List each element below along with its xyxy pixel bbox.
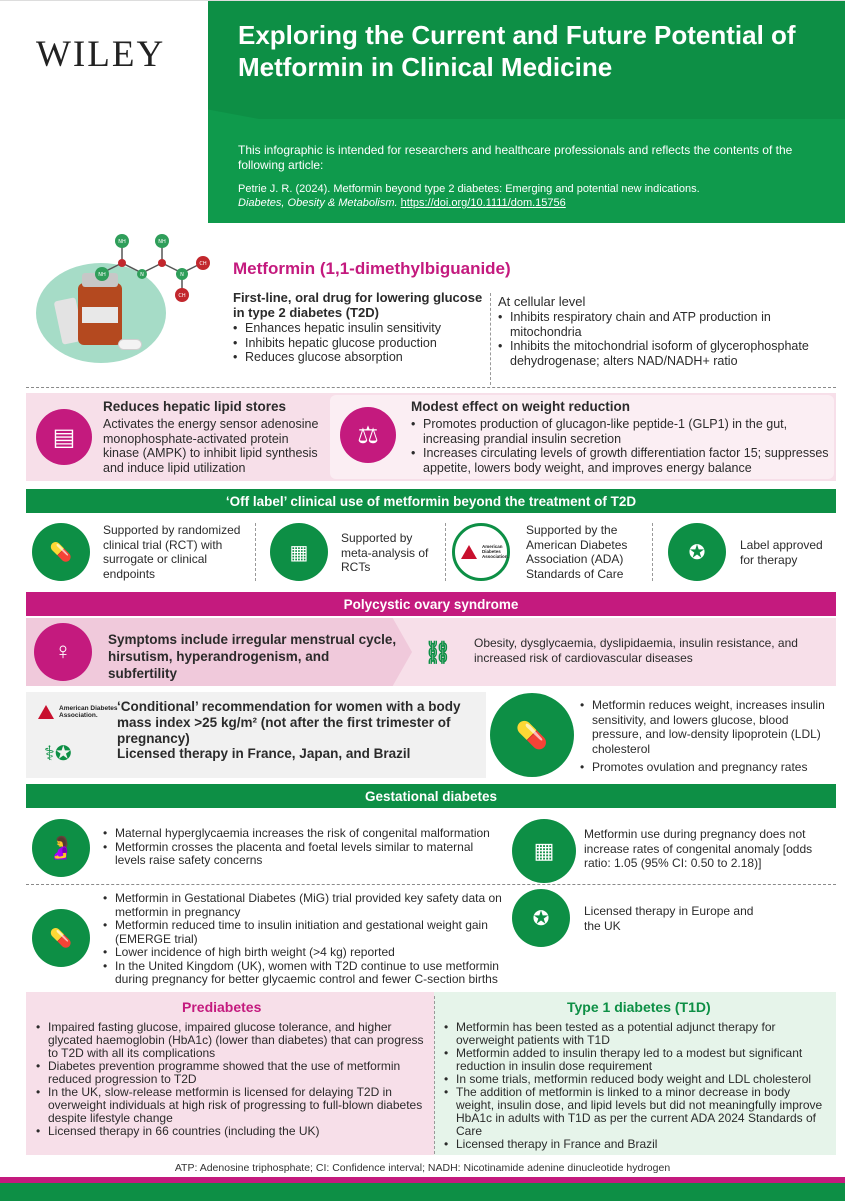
label-ch3-b: CH [178, 293, 186, 299]
badge-pills-icon: ✪ [668, 523, 726, 581]
reference-citation: Petrie J. R. (2024). Metformin beyond type 2 diabetes: Emerging and potential new indications. [238, 183, 700, 195]
support-rct: Supported by randomized clinical trial (RCT) with surrogate or clinical endpoints [103, 523, 241, 581]
pcos-bar: Polycystic ovary syndrome [26, 592, 836, 616]
weight-title: Modest effect on weight reduction [411, 399, 631, 414]
ada-logo-text: American Diabetes Association. [59, 705, 118, 719]
liver-icon: ▤ [36, 409, 92, 465]
gestational-odds: Metformin use during pregnancy does not increase rates of congenital anomaly [odds ratio: 1.05 (95% CI: 0.50 to 2.18)] [584, 827, 813, 870]
hepatic-title: Reduces hepatic lipid stores [103, 399, 287, 414]
article-reference [238, 182, 808, 210]
footer-bar [0, 1183, 845, 1201]
column-divider [490, 293, 491, 385]
ada-triangle-icon [38, 705, 54, 719]
weight-list [411, 417, 829, 475]
label-ch3: CH [199, 261, 207, 267]
gestational-trials [103, 892, 503, 987]
list-item: • The addition of metformin is linked to a minor decrease in body weight, insulin dose, and lipid levels but did not meaningfully improve HbA1c in adults with T1D as per the current ADA 2024 Standards of Care [444, 1086, 830, 1138]
molecule-structure-icon [90, 229, 220, 309]
label-n: N [140, 272, 144, 278]
list-item: • Diabetes prevention programme showed that the use of metformin reduced progression to T2D [36, 1060, 428, 1086]
support-label-approved: Label approved for therapy [740, 538, 823, 567]
ada-logo [38, 705, 119, 719]
list-item: • Metformin added to insulin therapy led to a modest but significant reduction in insulin dose requirement [444, 1047, 830, 1073]
doi-link[interactable]: https://doi.org/10.1111/dom.15756 [400, 197, 566, 209]
list-item: • Enhances hepatic insulin sensitivity [233, 321, 483, 336]
first-line-heading: First-line, oral drug for lowering glucose in type 2 diabetes (T2D) [233, 290, 483, 320]
pills-people-icon: 💊 [490, 693, 574, 777]
list-item: • Licensed therapy in 66 countries (including the UK) [36, 1125, 428, 1138]
column-divider [255, 523, 256, 581]
column-divider [445, 523, 446, 581]
label-nh: NH [118, 239, 126, 245]
list-item: • Inhibits the mitochondrial isoform of glycerophosphate dehydrogenase; alters NAD/NADH+ ratio [498, 339, 828, 368]
ada-logo-text: American Diabetes Association. [482, 544, 509, 559]
list-item: • Promotes ovulation and pregnancy rates [580, 760, 832, 775]
off-label-bar: ‘Off label’ clinical use of metformin beyond the treatment of T2D [26, 489, 836, 513]
prediabetes-list [36, 1021, 428, 1138]
bottle-label [82, 307, 118, 323]
gestational-bar: Gestational diabetes [26, 784, 836, 808]
list-item: • In the United Kingdom (UK), women with T2D continue to use metformin during pregnancy for better glycaemic control and fewer C-section births [103, 960, 503, 987]
list-item: • Metformin crosses the placenta and foetal levels similar to maternal levels raise safety concerns [103, 841, 498, 868]
metformin-title: Metformin (1,1-dimethylbiguanide) [233, 259, 511, 278]
cellular-heading: At cellular level [498, 294, 586, 309]
list-item: • Reduces glucose absorption [233, 350, 483, 365]
pill-icon [118, 339, 142, 350]
document-chart-icon: ▦ [512, 819, 576, 883]
label-n2: N [180, 272, 184, 278]
prediabetes-title: Prediabetes [182, 999, 262, 1015]
t1d-title: Type 1 diabetes (T1D) [567, 999, 711, 1015]
list-item: • Inhibits hepatic glucose production [233, 336, 483, 351]
pregnancy-icon: 🤰 [32, 819, 90, 877]
list-item: • Metformin reduced time to insulin initiation and gestational weight gain (EMERGE trial) [103, 919, 503, 946]
label-nh2: NH [98, 272, 106, 278]
atom-c2 [158, 259, 166, 267]
intro-text: This infographic is intended for researchers and healthcare professionals and reflects the contents of the following article: [238, 143, 793, 172]
list-item: • Maternal hyperglycaemia increases the risk of congenital malformation [103, 827, 498, 841]
ada-triangle-icon [461, 545, 477, 559]
column-divider [434, 996, 435, 1154]
pcos-licensed: Licensed therapy in France, Japan, and Brazil [117, 746, 411, 761]
page-title: Exploring the Current and Future Potential of Metformin in Clinical Medicine [238, 20, 796, 82]
list-item: • In some trials, metformin reduced body weight and LDL cholesterol [444, 1073, 830, 1086]
pcos-symptoms: Symptoms include irregular menstrual cycle, hirsutism, hyperandrogenism, and subfertility [108, 632, 397, 681]
first-line-column [233, 290, 483, 365]
section-divider [26, 884, 836, 885]
logo-area [0, 1, 208, 111]
pills-people-icon: 💊 [32, 523, 90, 581]
label-nh3: NH [158, 239, 166, 245]
conditional-recommendation: ‘Conditional’ recommendation for women with a body mass index >25 kg/m² (not after the first trimester of pregnancy) [117, 699, 461, 746]
list-item: • Metformin in Gestational Diabetes (MiG) trial provided key safety data on metformin in pregnancy [103, 892, 503, 919]
gestational-licensed: Licensed therapy in Europe and the UK [584, 904, 754, 933]
column-divider [652, 523, 653, 581]
ada-logo-circle [452, 523, 510, 581]
list-item: • Promotes production of glucagon-like peptide-1 (GLP1) in the gut, increasing prandial insulin secretion [411, 417, 829, 446]
cellular-level-column [498, 294, 828, 368]
list-item: • Increases circulating levels of growth differentiation factor 15; suppresses appetite, lowers body weight, and improves energy balance [411, 446, 829, 475]
badge-pills-icon: ✪ [512, 889, 570, 947]
hepatic-text: Activates the energy sensor adenosine monophosphate-activated protein kinase (AMPK) to inhibit lipid synthesis and induce lipid utilization [103, 417, 319, 475]
wiley-logo: WILEY [36, 34, 166, 75]
scale-icon: ⚖ [340, 407, 396, 463]
badge-pills-icon: ⚕✪ [44, 743, 72, 765]
t1d-list [444, 1021, 830, 1151]
support-ada: Supported by the American Diabetes Association (ADA) Standards of Care [526, 523, 628, 581]
pcos-effects [580, 698, 832, 775]
support-meta-analysis: Supported by meta-analysis of RCTs [341, 531, 429, 574]
pcos-risks: Obesity, dysglycaemia, dyslipidaemia, insulin resistance, and increased risk of cardiovascular diseases [474, 636, 798, 665]
document-chart-icon: ▦ [270, 523, 328, 581]
reference-journal: Diabetes, Obesity & Metabolism. [238, 197, 398, 209]
list-item: • Metformin reduces weight, increases insulin sensitivity, and lowers glucose, blood pressure, and low-density lipoprotein (LDL) cholesterol [580, 698, 832, 756]
uterus-icon: ♀ [34, 623, 92, 681]
list-item: • Inhibits respiratory chain and ATP production in mitochondria [498, 310, 828, 339]
list-item: • Impaired fasting glucose, impaired glucose tolerance, and higher glycated haemoglobin (HbA1c) (lower than diabetes) that can progress to T2D with all its complications [36, 1021, 428, 1060]
gestational-risks [103, 827, 498, 868]
list-item: • Lower incidence of high birth weight (>4 kg) reported [103, 946, 503, 960]
ada-logo [461, 544, 510, 559]
atom-c [118, 259, 126, 267]
list-item: • Licensed therapy in France and Brazil [444, 1138, 830, 1151]
pills-people-icon: 💊 [32, 909, 90, 967]
footnote: ATP: Adenosine triphosphate; CI: Confidence interval; NADH: Nicotinamide adenine dinucleotide hydrogen [174, 1162, 671, 1174]
section-divider [26, 387, 836, 388]
list-item: • Metformin has been tested as a potential adjunct therapy for overweight patients with T1D [444, 1021, 830, 1047]
link-icon: ⛓ [424, 640, 452, 665]
list-item: • In the UK, slow-release metformin is licensed for delaying T2D in overweight individuals at high risk of progressing to full-blown diabetes despite lifestyle change [36, 1086, 428, 1125]
